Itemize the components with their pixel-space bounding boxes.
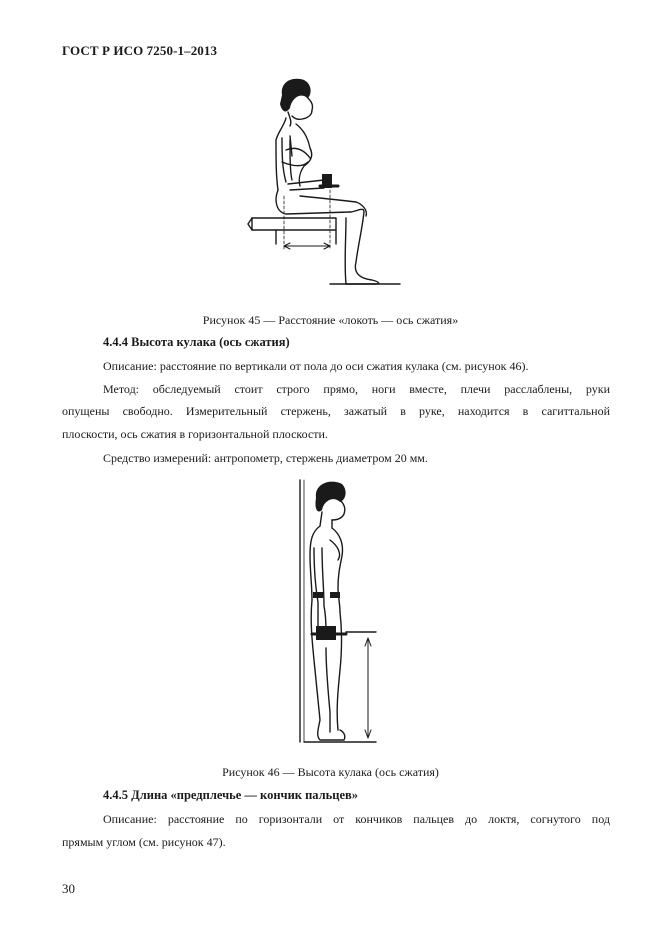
page-number: 30 [62,881,75,896]
section-4-4-5-description-line-1: Описание: расстояние по горизонтали от кончиков пальцев до локтя, согнутого под [103,812,610,826]
figure-45-caption: Рисунок 45 — Расстояние «локоть — ось сжатия» [202,313,459,327]
section-4-4-5-heading: 4.4.5 Длина «предплечье — кончик пальцев» [103,788,359,802]
section-4-4-4-method-line-2: опущены свободно. Измерительный стержень, зажатый в руке, находится в сагиттальной [62,404,610,418]
section-4-4-4-instrument: Средство измерений: антропометр, стержень диаметром 20 мм. [103,451,428,465]
figure-46-caption: Рисунок 46 — Высота кулака (ось сжатия) [222,765,439,779]
section-4-4-4-description: Описание: расстояние по вертикали от пола до оси сжатия кулака (см. рисунок 46). [103,359,529,373]
section-4-4-5-description-line-2: прямым углом (см. рисунок 47). [62,835,226,849]
section-4-4-4-method-line-1: Метод: обследуемый стоит строго прямо, ноги вместе, плечи расслаблены, руки [103,382,610,396]
section-4-4-4-heading: 4.4.4 Высота кулака (ось сжатия) [103,335,290,349]
document-header: ГОСТ Р ИСО 7250-1–2013 [62,43,218,58]
section-4-4-4-method-line-3: плоскости, ось сжатия в горизонтальной плоскости. [62,427,328,441]
